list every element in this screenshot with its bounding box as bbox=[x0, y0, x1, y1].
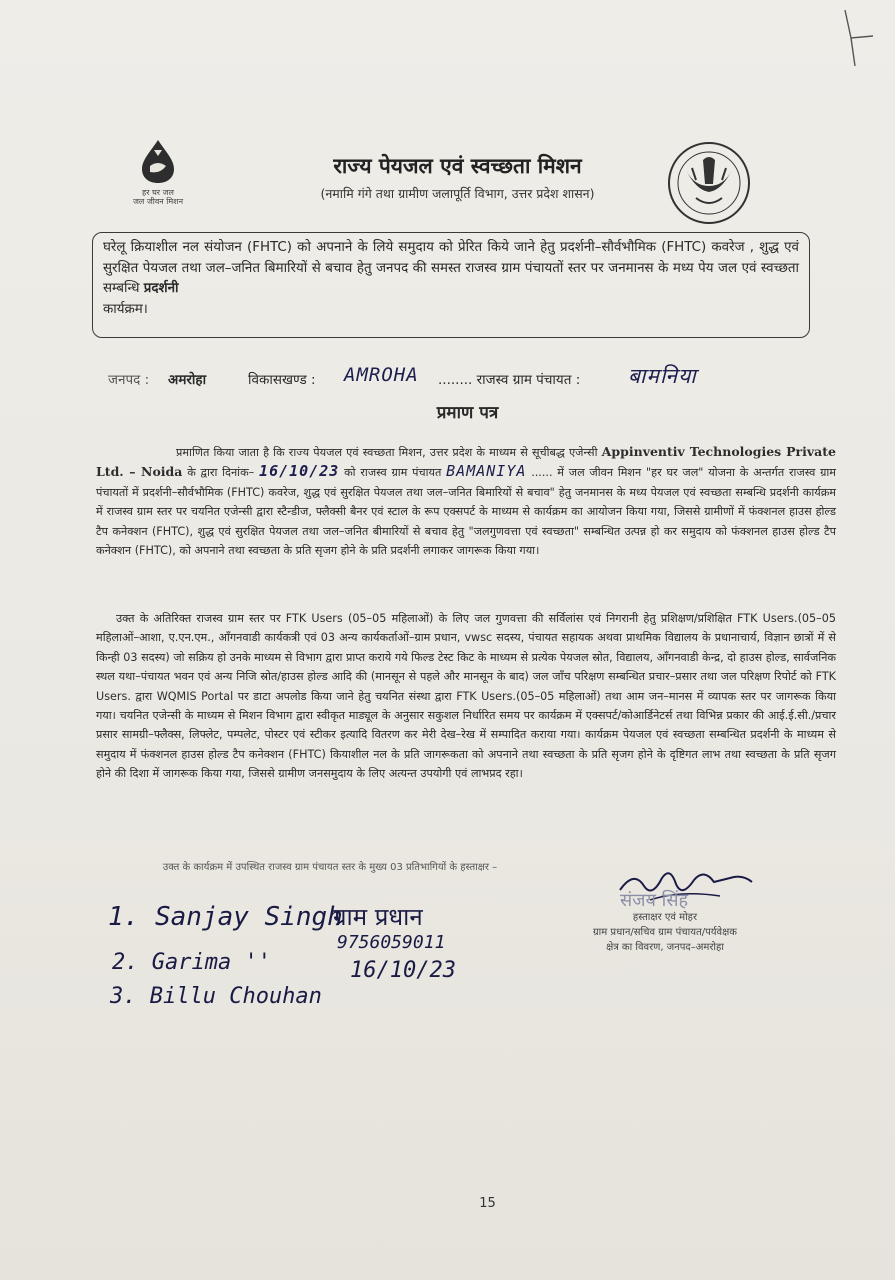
participant-2-signature: 2. Garima '' bbox=[112, 950, 271, 975]
pradhan-phone: 9756059011 bbox=[337, 932, 446, 953]
block-value: AMROHA bbox=[344, 364, 419, 386]
logo-caption-1: हर घर जल bbox=[142, 188, 174, 197]
village-name: BAMANIYA bbox=[446, 462, 527, 481]
block-label: विकासखण्ड : bbox=[248, 372, 316, 388]
signature-note: उक्त के कार्यक्रम में उपस्थित राजस्व ग्राम पंचायत स्तर के मुख्य 03 प्रतिभागियों के हस्ताक्षर – bbox=[162, 862, 498, 873]
district-label: जनपद : bbox=[108, 372, 150, 388]
paragraph-1 bbox=[96, 442, 836, 560]
page-number: 15 bbox=[479, 1196, 496, 1211]
box-text: घरेलू क्रियाशील नल संयोजन (FHTC) को अपनाने के लिये समुदाय को प्रेरित किये जाने हेतु प्रदर्शनी–सौर्वभौमिक (FHTC) कवरेज , शुद्ध एवं सुरक्षित पेयजल तथा जल–जनित बिमारियों से बचाव हेतु जनपद की समस्त राजस्व ग्राम पंचायतों स्तर पर जनमानस के मध्य पेय जल एवं स्वच्छता सम्बन्धि bbox=[103, 240, 799, 296]
page-title: राज्य पेयजल एवं स्वच्छता मिशन bbox=[333, 154, 582, 178]
program-date: 16/10/23 bbox=[259, 462, 340, 481]
page-subtitle: (नमामि गंगे तथा ग्रामीण जलापूर्ति विभाग, उत्तर प्रदेश शासन) bbox=[320, 186, 595, 201]
pradhan-role: ग्राम प्रधान bbox=[333, 903, 423, 931]
signature-date: 16/10/23 bbox=[350, 958, 456, 983]
official-stamp-name: संजय सिंह bbox=[620, 890, 689, 911]
certificate-title: प्रमाण पत्र bbox=[436, 403, 499, 423]
location-row bbox=[108, 364, 788, 394]
official-line-3: क्षेत्र का विवरण, जनपद–अमरोहा bbox=[606, 942, 724, 953]
agency-name: Appinventiv Technologies Private Ltd. – Noida bbox=[96, 444, 836, 480]
panchayat-label: ........ राजस्व ग्राम पंचायत : bbox=[438, 372, 581, 388]
logo-caption-2: जल जीवन मिशन bbox=[132, 197, 184, 206]
district-value: अमरोहा bbox=[168, 372, 207, 388]
official-signature-block bbox=[545, 910, 785, 955]
pen-mark bbox=[837, 8, 877, 68]
para1-part-b: के द्वारा दिनांक– bbox=[187, 466, 255, 480]
box-bold-text: प्रदर्शनी bbox=[143, 281, 179, 296]
para1-part-a: प्रमाणित किया जाता है कि राज्य पेयजल एवं स्वच्छता मिशन, उत्तर प्रदेश के माध्यम से सूचीबद्ध एजेन्सी bbox=[176, 446, 598, 459]
paragraph-2: उक्त के अतिरिक्त राजस्व ग्राम स्तर पर FTK Users (05–05 महिलाओं) के लिए जल गुणवत्ता की सर्विलांस एवं निगरानी हेतु प्रशिक्षण/प्रशिक्षित FTK Users.(05–05 महिलाओं–आशा, ए.एन.एम., आँगनवाडी कार्यकत्री एवं 03 अन्य कार्यकर्ताओं–ग्राम प्रधान, vwsc सदस्य, पंचायत सहायक अथवा प्राथमिक विद्यालय के प्रधानाचार्य, विज्ञान छात्रों में से किन्ही 03 सदस्य) जो सक्रिय हो उनके माध्यम से विभाग द्वारा प्राप्त कराये गये फिल्ड टेस्ट किट के माध्यम से प्रत्येक पेयजल स्रोत, विद्यालय, आँगनवाडी केन्द्र, दो हाउस होल्ड, सार्वजनिक स्थल यथा–पंचायत भवन एवं अन्य निजि स्रोत/हाउस होल्ड आदि की (मानसून से पहले और मानसून के बाद) जल जाँच परिक्षण सम्बन्धित प्रचार–प्रसार तथा जल परिक्षण रिपोर्ट को FTK Users. द्वारा WQMIS Portal पर डाटा अपलोड किया जाने हेतु चयनित संस्था द्वारा FTK Users.(05–05 महिलाओं) तथा आम जन–मानस में व्यापक स्तर पर जागरूक किया गया। चयनित एजेन्सी के माध्यम से मिशन विभाग द्वारा स्वीकृत माड्यूल के अनुसार सकुशल निर्धारित समय पर कार्यक्रम में एक्सपर्ट/कोआर्डिनेटर्स तथा विभिन्न प्रकार की आई.ई.सी./प्रचार प्रसार सामग्री–फ्लैक्स, लिफ्लेट, पम्पलेट, पोस्टर एवं स्टीकर इत्यादि वितरण कर मेरी देख–रेख में सम्पादित कराया गया। कार्यक्रम पेयजल एवं स्वच्छता सम्बन्धित प्रदर्शनी के माध्यम से समुदाय में फंक्शनल हाउस होल्ड टैप कनेक्शन (FHTC) कियाशील नल के प्रति जागरूकता को अपनाने तथा स्वच्छता के प्रति सृजग होने के दृष्टिगत लाभ तथा स्वच्छता के प्रति सृजग होने की दिशा में जागरूक किया गया, जिससे ग्रामीण जनसमुदाय के लिए अत्यन्त उपयोगी एवं लाभप्रद रहा। bbox=[96, 612, 836, 781]
participant-3-signature: 3. Billu Chouhan bbox=[110, 984, 322, 1009]
para1-part-d: ...... में जल जीवन मिशन "हर घर जल" योजना के अन्तर्गत राजस्व ग्राम पंचायतों में प्रदर्शनी–सौर्वभौमिक (FHTC) कवरेज, शुद्ध एवं सुरक्षित पेयजल तथा जल–जनित बिमारियों से बचाव" हेतु जनमानस के मध्य पेयजल एवं स्वच्छता सम्बन्धि प्रदर्शनी कार्यक्रम में राजस्व ग्राम स्तर पर चयनित एजेन्सी द्वारा स्टैन्डीज, फ्लैक्सी बैनर एवं स्टाल के रूप एक्सपर्ट के माध्यम से कार्यक्रम का आयोजन किया गया, जिससे ग्रामीणों में फंक्शनल हाउस होल्ड टैप कनेक्शन (FHTC), शुद्ध एवं सुरक्षित पेयजल तथा जल–जनित बीमारियों से बचाव हेतु "जलगुणवत्ता एवं स्वच्छता" सम्बन्धित उत्पन्न हो कर समुदाय को फंक्शनल हाउस होल्ड टैप कनेक्शन (FHTC), को अपनाने तथा स्वच्छता के प्रति सृजग होने के प्रति प्रदर्शनी लगाकर जागरूक किया गया। bbox=[96, 466, 836, 558]
official-line-2: ग्राम प्रधान/सचिव ग्राम पंचायत/पर्यवेक्षक bbox=[593, 927, 737, 938]
program-description-box bbox=[92, 232, 810, 338]
box-tail-text: कार्यक्रम। bbox=[103, 301, 148, 317]
participant-1-signature: 1. Sanjay Singh bbox=[108, 902, 343, 932]
panchayat-value: बामनिया bbox=[628, 364, 697, 388]
official-line-1: हस्ताक्षर एवं मोहर bbox=[632, 912, 698, 923]
para1-part-c: को राजस्व ग्राम पंचायत bbox=[344, 466, 442, 480]
